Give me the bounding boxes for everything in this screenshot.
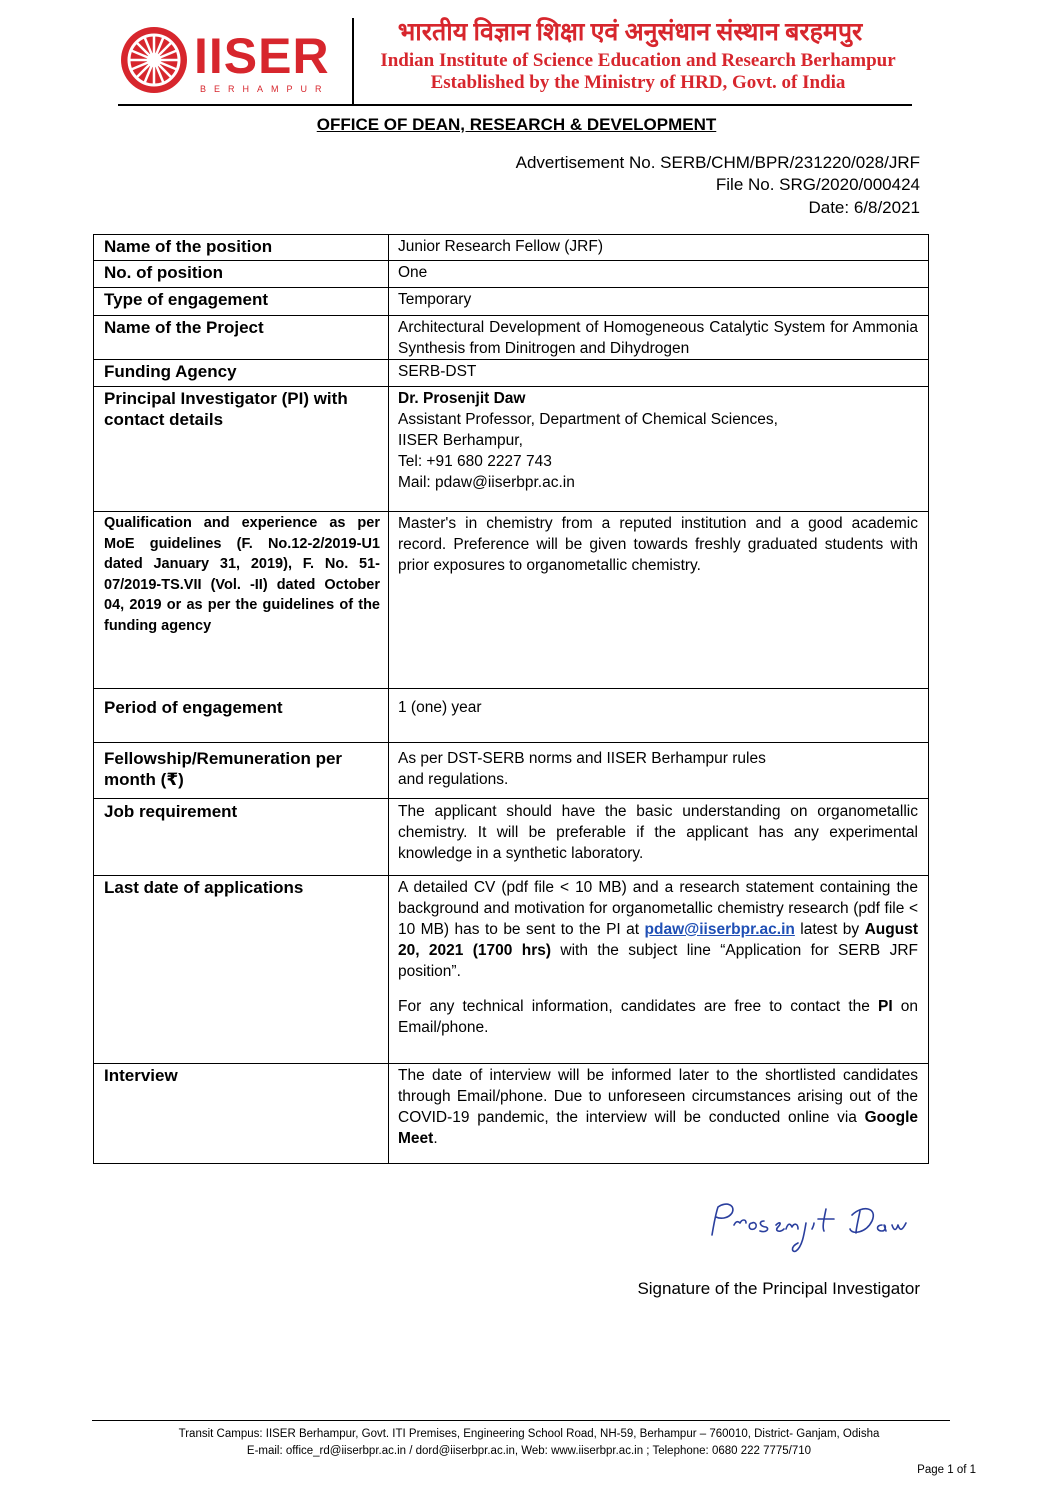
row-key: Fellowship/Remuneration per month (₹) bbox=[94, 743, 389, 799]
text-segment: with the subject line “Application for SERB JRF position”. bbox=[398, 942, 919, 980]
row-key: Name of the position bbox=[94, 235, 389, 261]
row-key: Funding Agency bbox=[94, 360, 389, 387]
table-row-last-date bbox=[94, 876, 929, 1064]
row-key: Qualification and experience as per MoE guidelines (F. No.12-2/2019-U1 dated January 31, 2019), F. No. 51-07/2019-TS.VII (Vol. -II) dated October 04, 2019 or as per the guidelines of the funding agency bbox=[94, 512, 389, 689]
iiser-logo bbox=[118, 22, 348, 102]
table-row-job bbox=[94, 799, 929, 876]
fellowship-line-2: and regulations. bbox=[398, 771, 509, 788]
signature-caption: Signature of the Principal Investigator bbox=[637, 1279, 920, 1298]
file-number: File No. SRG/2020/000424 bbox=[715, 175, 920, 194]
text-segment: The date of interview will be informed later to the shortlisted candidates through Email/phone. Due to unforeseen circumstances arising out of the COVID-19 pandemic, the interview will be conducted online via bbox=[398, 1067, 918, 1126]
office-title: OFFICE OF DEAN, RESEARCH & DEVELOPMENT bbox=[316, 115, 717, 134]
document-date: Date: 6/8/2021 bbox=[808, 198, 920, 217]
table-row-fellowship bbox=[94, 743, 929, 799]
page-number: Page 1 of 1 bbox=[917, 1464, 976, 1476]
row-value: The applicant should have the basic understanding on organometallic chemistry. It will be preferable if the applicant has any experimental knowledge in a synthetic laboratory. bbox=[389, 799, 929, 876]
row-value bbox=[389, 387, 929, 512]
row-value: 1 (one) year bbox=[389, 689, 929, 743]
pi-abbrev: PI bbox=[877, 998, 893, 1015]
row-key: Last date of applications bbox=[94, 876, 389, 1064]
row-value: Master's in chemistry from a reputed institution and a good academic record. Preference will be given towards freshly graduated students with prior exposures to organometallic chemistry. bbox=[389, 512, 929, 689]
pi-role: Assistant Professor, Department of Chemical Sciences, bbox=[398, 411, 778, 428]
header-divider-horizontal bbox=[118, 104, 912, 106]
table-row-interview bbox=[94, 1064, 929, 1164]
logo-subtitle: BERHAMPUR bbox=[200, 84, 330, 94]
text-segment: For any technical information, candidates are free to contact the bbox=[398, 998, 878, 1015]
table-row-pi bbox=[94, 387, 929, 512]
table-row-position bbox=[94, 235, 929, 261]
row-key: No. of position bbox=[94, 261, 389, 288]
position-details-table bbox=[93, 234, 929, 1164]
row-value bbox=[389, 1064, 929, 1164]
footer-address: Transit Campus: IISER Berhampur, Govt. ITI Premises, Engineering School Road, NH-59, Berhampur – 760010, District- Ganjam, Odisha bbox=[178, 1428, 880, 1440]
row-key: Interview bbox=[94, 1064, 389, 1164]
table-row-project bbox=[94, 316, 929, 360]
footer-divider bbox=[92, 1420, 950, 1421]
row-key: Name of the Project bbox=[94, 316, 389, 360]
meeting-platform: Google Meet bbox=[398, 1109, 918, 1147]
row-value bbox=[389, 743, 929, 799]
row-key: Period of engagement bbox=[94, 689, 389, 743]
row-value: One bbox=[389, 261, 929, 288]
row-value: SERB-DST bbox=[389, 360, 929, 387]
table-row-funding bbox=[94, 360, 929, 387]
pi-name: Dr. Prosenjit Daw bbox=[398, 390, 526, 407]
table-row-engagement bbox=[94, 288, 929, 316]
row-value: Architectural Development of Homogeneous Catalytic System for Ammonia Synthesis from Dinitrogen and Dihydrogen bbox=[389, 316, 929, 360]
fellowship-line-1: As per DST-SERB norms and IISER Berhampur rules bbox=[398, 750, 766, 767]
table-row-qualification bbox=[94, 512, 929, 689]
header-divider-vertical bbox=[352, 18, 354, 106]
table-row-period bbox=[94, 689, 929, 743]
row-key: Principal Investigator (PI) with contact details bbox=[94, 387, 389, 512]
institute-name-hindi: भारतीय विज्ञान शिक्षा एवं अनुसंधान संस्थान बरहमपुर bbox=[397, 19, 863, 46]
pi-institute: IISER Berhampur, bbox=[398, 432, 523, 449]
row-key: Type of engagement bbox=[94, 288, 389, 316]
row-key: Job requirement bbox=[94, 799, 389, 876]
text-segment: A detailed CV (pdf file < 10 MB) and a research statement containing the background and motivation for organometallic chemistry research (pdf file < 10 MB) has to be sent to the PI at bbox=[398, 879, 918, 938]
row-value bbox=[389, 876, 929, 1064]
text-segment: . bbox=[433, 1130, 438, 1147]
institute-name-english: Indian Institute of Science Education and Research Berhampur bbox=[380, 50, 896, 71]
logo-wordmark: IISER bbox=[194, 28, 330, 84]
pi-telephone: Tel: +91 680 2227 743 bbox=[398, 453, 552, 470]
text-segment: on Email/phone. bbox=[398, 998, 918, 1036]
footer-contact: E-mail: office_rd@iiserbpr.ac.in / dord@iiserbpr.ac.in, Web: www.iiserbpr.ac.in ; Telephone: 0680 222 7775/710 bbox=[246, 1445, 812, 1457]
deadline: August 20, 2021 (1700 hrs) bbox=[398, 921, 918, 959]
text-segment: latest by bbox=[794, 921, 865, 938]
row-value: Junior Research Fellow (JRF) bbox=[389, 235, 929, 261]
advertisement-number: Advertisement No. SERB/CHM/BPR/231220/028/JRF bbox=[515, 153, 920, 172]
chakra-wheel-icon bbox=[118, 24, 190, 96]
handwritten-signature bbox=[702, 1195, 922, 1255]
technical-contact-note bbox=[398, 996, 918, 1038]
institute-established-line: Established by the Ministry of HRD, Govt. of India bbox=[430, 72, 846, 93]
application-instructions bbox=[398, 877, 918, 982]
pi-email: Mail: pdaw@iiserbpr.ac.in bbox=[398, 474, 575, 491]
pi-email-link[interactable]: pdaw@iiserbpr.ac.in bbox=[644, 921, 795, 938]
table-row-count bbox=[94, 261, 929, 288]
row-value: Temporary bbox=[389, 288, 929, 316]
